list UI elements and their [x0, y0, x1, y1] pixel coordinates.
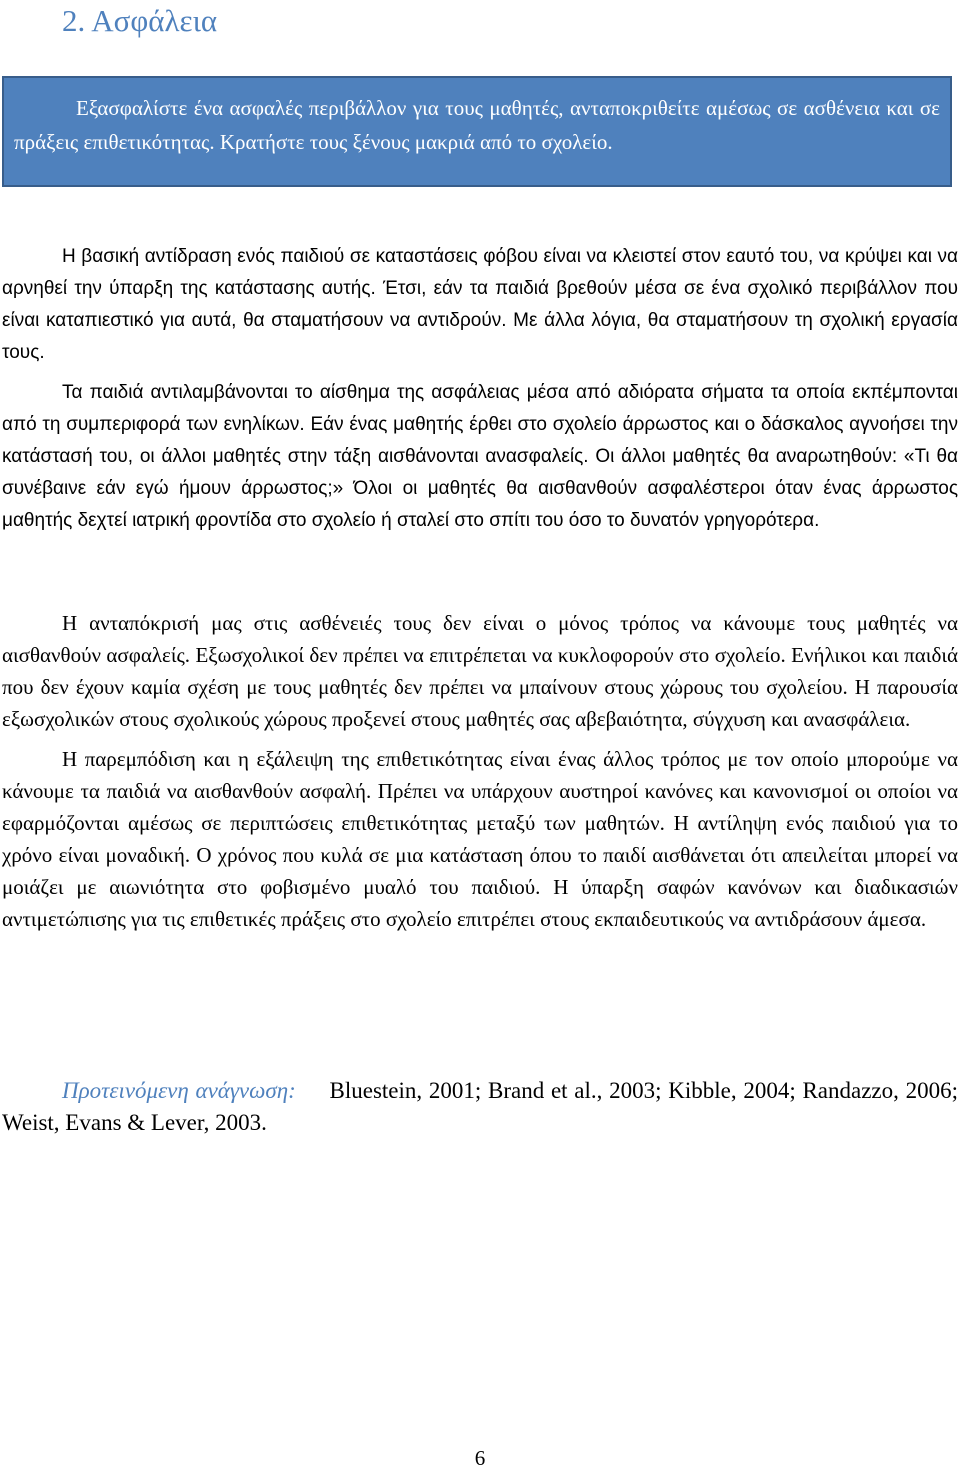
paragraph-fear-reaction: Η βασική αντίδραση ενός παιδιού σε καταστάσεις φόβου είναι να κλειστεί στον εαυτό του, να κρύψει και να αρνηθεί την ύπαρξη της κατάστασης αυτής. Έτσι, εάν τα παιδιά βρεθούν μέσα σε ένα σχολικό περιβάλλον που είναι καταπιεστικό για αυτά, θα σταματήσουν να αντιδρούν. Με άλλα λόγια, θα σταματήσουν τη σχολική εργασία τους.: [2, 246, 958, 363]
paragraph-aggression: Η παρεμπόδιση και η εξάλειψη της επιθετικότητας είναι ένας άλλος τρόπος με τον οποίο μπορούμε να κάνουμε τα παιδιά να αισθανθούν ασφαλή. Πρέπει να υπάρχουν αυστηροί κανόνες και κανονισμοί οι οποίοι να εφαρμόζονται αμέσως σε περιπτώσεις επιθετικότητας μεταξύ των μαθητών. Η αντίληψη ενός παιδιού για το χρόνο είναι μοναδική. Ο χρόνος που κυλά σε μια κατάσταση όπου το παιδί αισθάνεται ότι απειλείται μπορεί να μοιάζει με αιωνιότητα στο φοβισμένο μυαλό του παιδιού. Η ύπαρξη σαφών κανόνων και διαδικασιών αντιμετώπισης για τις επιθετικές πράξεις στο σχολείο επιτρέπει στους εκπαιδευτικούς να αντιδράσουν άμεσα.: [2, 747, 958, 931]
paragraph-adult-signals: Τα παιδιά αντιλαμβάνονται το αίσθημα της ασφάλειας μέσα από αδιόρατα σήματα τα οποία εκπέμπονται από τη συμπεριφορά των ενηλίκων. Εάν ένας μαθητής έρθει στο σχολείο άρρωστος και ο δάσκαλος αγνοήσει την κατάστασή του, οι άλλοι μαθητές στην τάξη αισθάνονται ανασφαλείς. Οι άλλοι μαθητές θα αναρωτηθούν: «Τι θα συνέβαινε εάν εγώ ήμουν άρρωστος;» Όλοι οι μαθητές θα αισθανθούν ασφαλέστεροι όταν ένας άρρωστος μαθητής δεχτεί ιατρική φροντίδα στο σχολείο ή σταλεί στο σπίτι του όσο το δυνατόν γρηγορότερα.: [2, 382, 958, 531]
suggested-reading: [2, 1075, 958, 1139]
main-paragraphs: [2, 607, 958, 943]
summary-callout-box: [2, 76, 952, 187]
section-heading: 2. Ασφάλεια: [62, 3, 218, 38]
suggested-reading-references: Bluestein, 2001; Brand et al., 2003; Kibble, 2004; Randazzo, 2006; Weist, Evans & Lever, 2003.: [2, 1078, 959, 1135]
suggested-reading-label: Προτεινόμενη ανάγνωση:: [62, 1078, 296, 1103]
intro-paragraphs: [2, 241, 958, 545]
paragraph-outsiders: Η ανταπόκρισή μας στις ασθένειές τους δεν είναι ο μόνος τρόπος να κάνουμε τους μαθητές να αισθανθούν ασφαλείς. Εξωσχολικοί δεν πρέπει να επιτρέπεται να κυκλοφορούν στο σχολείο. Ενήλικοι και παιδιά που δεν έχουν καμία σχέση με τους μαθητές δεν πρέπει να μπαίνουν στους χώρους του σχολείου. Η παρουσία εξωσχολικών στους σχολικούς χώρους προξενεί στους μαθητές σας αβεβαιότητα, σύγχυση και ανασφάλεια.: [2, 611, 958, 731]
callout-text: Εξασφαλίστε ένα ασφαλές περιβάλλον για τους μαθητές, ανταποκριθείτε αμέσως σε ασθένεια και σε πράξεις επιθετικότητας. Κρατήστε τους ξένους μακριά από το σχολείο.: [14, 96, 940, 154]
page-number: 6: [474, 1446, 486, 1470]
